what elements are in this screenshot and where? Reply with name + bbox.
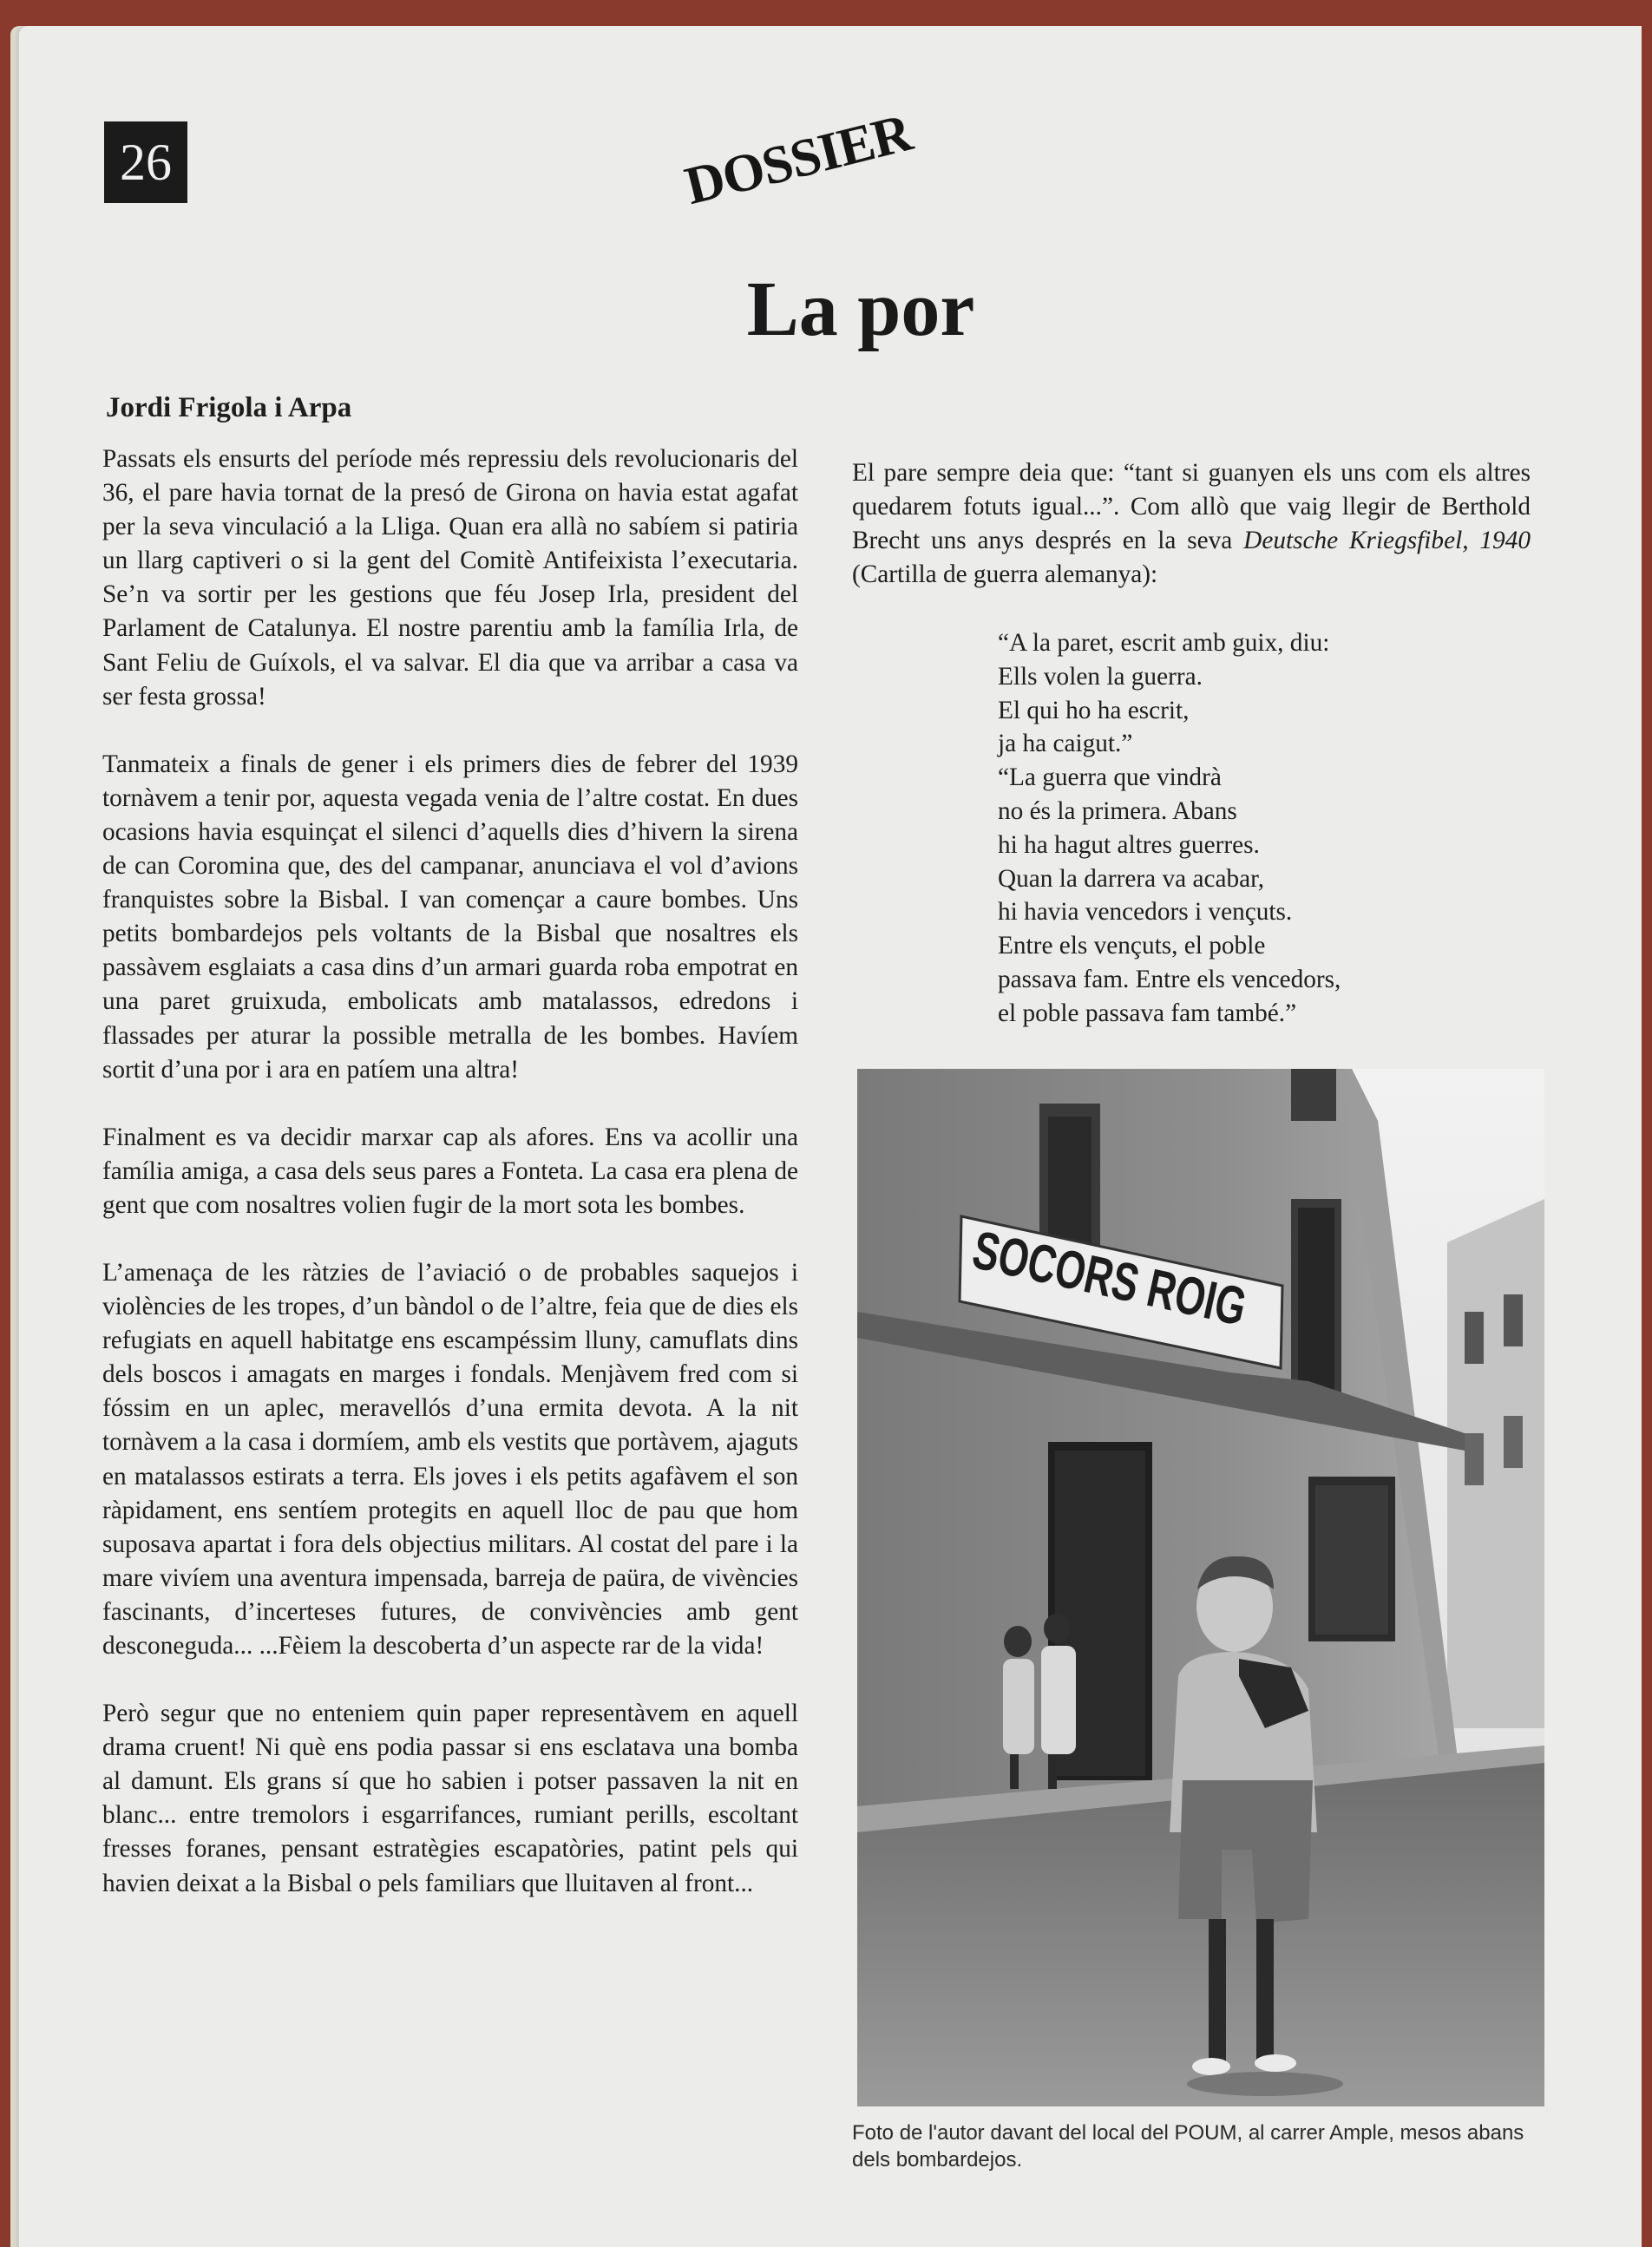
poem-line: el poble passava fam també.” — [998, 999, 1297, 1027]
page-number: 26 — [104, 121, 187, 203]
paragraph: Passats els ensurts del període més repressiu dels revolucionaris del 36, el pare havia tornat de la presó de Girona on havia estat agafat per la seva vinculació a la Lliga. Quan era allà no sabíem si patiria un llarg captiveri o si la gent del Comitè Antifeixista l’executaria. Se’n va sortir per les gestions que féu Josep Irla, president del Parlament de Catalunya. El nostre parentiu amb la família Irla, de Sant Feliu de Guíxols, el va salvar. El dia que va arribar a casa va ser festa grossa! — [102, 445, 798, 711]
poem-line: “La guerra que vindrà — [998, 763, 1222, 792]
paragraph: Finalment es va decidir marxar cap als afores. Ens va acollir una família amiga, a casa dels seus pares a Fonteta. La casa era plena de gent que com nosaltres volien fugir de la mort sota les bombes. — [102, 1123, 798, 1219]
poem-quote — [998, 626, 1518, 1031]
paragraph: Però segur que no enteniem quin paper representàvem en aquell drama cruent! Ni què ens podia passar si ens esclatava una bomba al damunt. Els grans sí que ho sabien i potser passaven la nit en blanc... entre tremolors i esgarrifances, rumiant perills, escoltant fresses foranes, pensant estratègies escapatòries, patint pels qui havien deixat a la Bisbal o pels familiars que lluitaven al front... — [102, 1700, 798, 1897]
left-column — [102, 442, 798, 1935]
poem-line: Entre els vençuts, el poble — [998, 932, 1266, 960]
intro-text-end: (Cartilla de guerra alemanya): — [852, 560, 1158, 589]
poem-line: no és la primera. Abans — [998, 796, 1237, 825]
paragraph: L’amenaça de les ràtzies de l’aviació o de probables saquejos i violències de les tropes, d’un bàndol o de l’altre, feia que de dies els refugiats en aquell habitatge ens escampéssim lluny, camuflats dins dels boscos i amagats en marges i fondals. Menjàvem fred com si fóssim en un aplec, meravellós d’una ermita devota. A la nit tornàvem a la casa i dormíem, amb els vestits que portàvem, ajaguts en matalassos estirats a terra. Els joves i els petits agafàvem el son ràpidament, ens sentíem protegits en aquell lloc de pau que hom suposava apartat i fora dels objectius militars. Al costat del pare i la mare vivíem una aventura impensada, barreja de paüra, de vivències fascinants, d’incerteses futures, de convivències amb gent desconeguda... ...Fèiem la descoberta d’un aspecte rar de la vida! — [102, 1258, 798, 1660]
paragraph: Tanmateix a finals de gener i els primers dies de febrer del 1939 tornàvem a tenir por, aquesta vegada venia de l’altre costat. En dues ocasions havia esquinçat el silenci d’aquells dies d’hivern la sirena de can Coromina que, des del campanar, anunciava el vol d’avions franquistes sobre la Bisbal. I van començar a caure bombes. Uns petits bombardejos pels voltants de la Bisbal que nosaltres els passàvem esglaiats a casa dins d’un armari guarda roba empotrat en una paret gruixuda, embolicats amb matalassos, edredons i flassades per aturar la possible metralla de les bombes. Havíem sortit d’una por i ara en patíem una altra! — [102, 750, 798, 1084]
poem-line: hi havia vencedors i vençuts. — [998, 898, 1293, 927]
poem-line: Ells volen la guerra. — [998, 662, 1203, 691]
poem-line: El qui ho ha escrit, — [998, 696, 1190, 724]
photo-caption: Foto de l'autor davant del local del POUM, al carrer Ample, mesos abans dels bombardejos. — [852, 2121, 1524, 2172]
paragraph-intro — [852, 456, 1531, 592]
book-title: Deutsche Kriegsfibel, 1940 — [1243, 527, 1531, 555]
right-column — [852, 456, 1531, 616]
poem-line: Quan la darrera va acabar, — [998, 864, 1265, 893]
poem-line: passava fam. Entre els vencedors, — [998, 965, 1341, 993]
poem-line: ja ha caigut.” — [998, 730, 1133, 758]
article-author: Jordi Frigola i Arpa — [106, 392, 352, 423]
article-title: La por — [746, 266, 975, 352]
historical-photo — [857, 1069, 1544, 2106]
sign-text: SOCORS ROIG — [967, 1220, 1357, 1361]
section-label: DOSSIER — [679, 102, 917, 217]
poem-line: hi ha hagut altres guerres. — [998, 830, 1260, 859]
poem-line: “A la paret, escrit amb guix, diu: — [998, 629, 1330, 657]
intro-text: El pare sempre deia que: “tant si guanyen els uns com els altres quedarem fotuts igual...”. Com allò que vaig llegir de Berthold Brecht uns anys després en la seva — [852, 459, 1531, 555]
